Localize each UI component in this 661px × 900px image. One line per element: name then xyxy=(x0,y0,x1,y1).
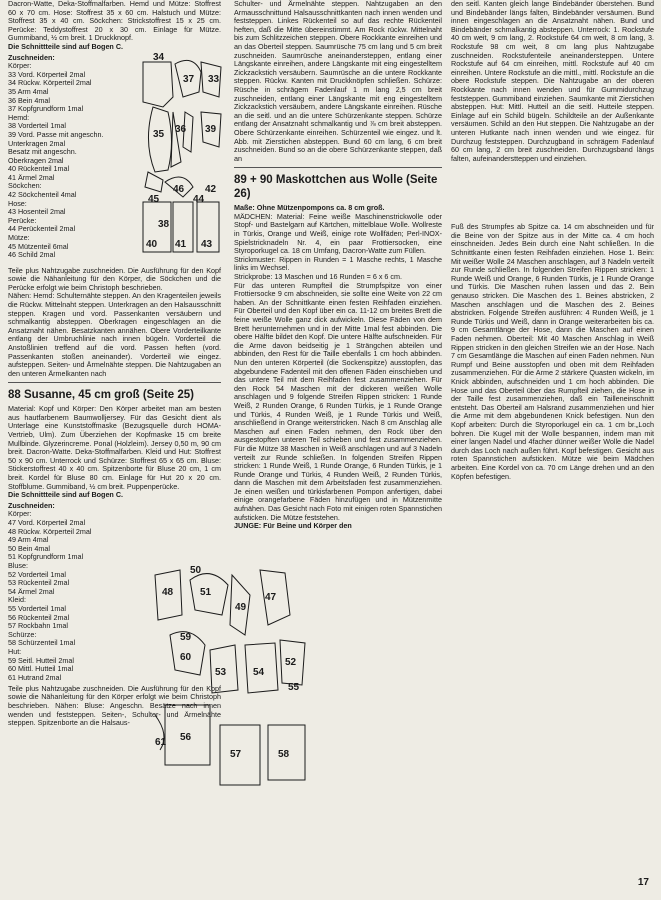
cut-heading-2: Zuschneiden: xyxy=(8,500,55,510)
fig-label-55: 55 xyxy=(288,682,300,693)
fig-label-54: 54 xyxy=(253,667,265,678)
fig-label-39: 39 xyxy=(205,123,217,135)
cut-list-item: 35 Arm 4mal xyxy=(8,86,49,96)
fig-label-53: 53 xyxy=(215,667,227,678)
cut-list-2-item: 47 Vord. Körperteil 2mal xyxy=(8,518,86,527)
fig-label-35: 35 xyxy=(153,128,165,140)
cut-list-item: Hose: xyxy=(8,198,27,208)
fig-label-49: 49 xyxy=(235,602,247,613)
fig-label-34: 34 xyxy=(153,51,165,63)
cut-list-item: Söckchen: xyxy=(8,181,42,191)
cut-list-item: 43 Hosenteil 2mal xyxy=(8,207,66,217)
cut-list-item: 45 Mützenteil 6mal xyxy=(8,241,69,251)
cut-list-2-item: 57 Rockbahn 1mal xyxy=(8,621,68,631)
cut-list-item: 41 Ärmel 2mal xyxy=(8,172,55,182)
pattern-sheet-note-2: Die Schnittteile sind auf Bogen C. xyxy=(8,490,124,500)
pattern-illustration-mid xyxy=(150,565,310,805)
fig-label-56: 56 xyxy=(180,732,192,743)
cut-list-item: Perücke: xyxy=(8,215,37,225)
fig-label-48: 48 xyxy=(162,587,174,598)
cut-list-item: 34 Rückw. Körperteil 2mal xyxy=(8,78,92,88)
cut-list-2-item: 56 Rückenteil 2mal xyxy=(8,612,70,622)
cut-list-2 xyxy=(8,510,108,682)
cut-list-2-item: 54 Ärmel 2mal xyxy=(8,586,55,596)
cut-list-item: Besatz mit angeschn. Oberkragen 2mal xyxy=(8,147,77,165)
strickmuster: Strickmuster: Rippen in Runden = 1 Masche rechts, 1 Masche links im Wechsel. xyxy=(234,254,442,273)
material-text: Material: Kopf und Körper: Den Körper arbeitet man am besten aus hautfarbenem Baumwolljersey. Für das Gesicht dient als Unterlage eine Kunststoffmaske (Bezugsquelle durch HOMA-Vertrieb, Ulm). Zum Überziehen der Kopfmaske 15 cm breite Mullbinde. Glyzerincreme. Ponal (Holzleim). Jersey 0,50 m, 90 cm breit. Dacron-Watte. Deka-Stoffmalfarben. Kleid und Hut: Stoffrest 50 x 90 cm. Unterrock und Schürze: Stoffrest 65 x 65 cm. Bluse: Stickerstoffrest 40 x 40 cm. Spitzenborte für Bluse 20 cm, 1 cm breit. Kordel für Bluse 80 cm. Einlage für Hut 20 x 20 cm. Stoffblume. Gummiband, ½ cm breit. Puppenperücke. xyxy=(8,404,221,491)
fig-label-40: 40 xyxy=(146,238,158,250)
pattern-sheet-note: Die Schnittteile sind auf Bogen C. xyxy=(8,41,124,51)
body-instructions: Für das unteren Rumpfteil die Strumpfspitze von einer Frottiersocke 9 cm abschneiden, sie sollte eine Weite von 22 cm haben. An der Schnittkante einen festen Reihfaden einziehen. Für Oberteil und den Kopf über ein ca. 11-12 cm breites Brett die feine weiße Wolle ganz dick aufwickeln. Diese Fäden von dem Brett herunternehmen und in der Mitte 1mal fest abbinden. Die obere Hälfte bildet den Kopf. Die untere Hälfte aufschneiden. Für die Arme davon beidseitig je 1 Strängchen abteilen und abbinden, den Rest für die Taille ebenfalls 1 cm hoch abbinden. Nun den unteren Körperteil (die Sockenspitze) ausstopfen, das abgebundene Fadenteil mit den offenen Fäden einschieben und das untere Teil mit dem Reihfaden fest zusammenziehen. Für den Rock 54 Maschen mit der dickeren weißen Wolle anschlagen und 9 folgende Streifen Rippen stricken: 1 Runde Weiß, 2 Runden Orange, 6 Runden Türkis, je 1 Runde Orange und Türkis, 4 Runden Weiß, je 1 Runde Türkis und Weiß, anschließend in Orange weiterstricken. Nach 8 cm Anschlag alle Maschen auf einen Faden nehmen, den Rock über den ausgestopften unteren Teil schieben und fest zusammenziehen. Für die Mütze 38 Maschen in Weiß anschlagen und auf 3 Nadeln verteilt zur Runde schließen. In folgenden Streifen Rippen stricken: 1 Runde Weiß, 1 Runde Orange, 6 Runden Türkis, je 1 Runde Orange und Türkis, 4 Runden Weiß, 2 Runden Türkis, dann die Maschen mit dem Arbeitsfaden fest zusammenziehen. Je einen weißen und türkisfarbenen Pompon anfertigen, dabei einige orangefarbene Fäden hinzufügen und in Mützenmitte aufnähen. Das Gesicht nach Foto mit einigen roten Spannstichen aufsticken. Die Mütze feststehen. xyxy=(234,280,442,522)
end-text: Teile plus Nahtzugabe zuschneiden. Die Ausführung für den Kopf sowie die Nähanleitung für den Körper erfolgt wie beim Christoph beschrieben. Nähen: Bluse: Angeschn. Besätze nach innen wenden und feststeppen. Seiten-, Schulter- und Ärmelnähte steppen. Spitzenborte an die Halsaus- xyxy=(8,683,221,728)
cut-list-2-item: 55 Vorderteil 1mal xyxy=(8,603,66,613)
cut-list-2-item: 58 Schürzenteil 1mal xyxy=(8,638,76,648)
fig-label-41: 41 xyxy=(175,238,187,250)
fig-label-59: 59 xyxy=(180,632,192,643)
cut-list-block xyxy=(8,52,221,267)
fig-label-50: 50 xyxy=(190,565,202,576)
cut-list-2-item: 48 Rückw. Körperteil 2mal xyxy=(8,526,92,536)
fig-label-36: 36 xyxy=(175,123,187,135)
cut-list-2-item: 52 Vorderteil 1mal xyxy=(8,569,66,579)
cut-list-item: Körper: xyxy=(8,61,32,71)
column-right xyxy=(451,0,654,481)
maedchen-material: MÄDCHEN: Material: Feine weiße Maschinenstrickwolle oder Stopf- und Bastelgarn auf Kärtchen, mittelblaue Wolle. Wollreste in Türkis, Orange und Weiß, einige rote Wollfäden; Perl-INOX-Spielstricknadeln Nr. 4, ein paar Frottiersocken, eine Styroporkugel ca. 18 cm Umfang, Dacron-Watte zum Füllen. xyxy=(234,211,442,256)
cut-list-2-item: 60 Mittl. Hutteil 1mal xyxy=(8,664,74,674)
cut-list-2-item: 51 Kopfgrundform 1mal xyxy=(8,552,84,562)
fig-label-61: 61 xyxy=(155,737,167,748)
cut-list-2-item: 50 Bein 4mal xyxy=(8,543,50,553)
fig-label-42: 42 xyxy=(205,183,217,195)
cut-list-item: Hemd: xyxy=(8,112,30,122)
cut-list-item: 44 Perückenteil 2mal xyxy=(8,224,76,234)
column-middle xyxy=(234,0,442,531)
pattern-illustration-top xyxy=(113,52,223,267)
cut-list-2-item: 61 Hutrand 2mal xyxy=(8,672,62,682)
cut-list-2-item: 53 Rückenteil 2mal xyxy=(8,578,70,588)
cut-list-2-item: 49 Arm 4mal xyxy=(8,535,49,545)
middle-top-text: Schulter- und Ärmelnähte steppen. Nahtzugaben an den Armausschnittund Halsausschnittkanten nach innen wenden und feststeppen. Linkes Rückenteil so auf das rechte Rückenteil heften, daß die Mitte übereinstimmt. Am Rock rückw. Mittelnaht bis zum Schlitzzeichen steppen. Obere Rockkante einreihen und an das Oberteil steppen. Saumrüsche 75 cm lang und 5 cm breit zuschneiden. Saumrüsche aneinandersteppen, entlang einer Längskante einreihen, andere Längskante mit eing eingestelltem Zickzackstich versäubern. Saumrüsche an die untere Rockkante steppen. Rückw. Kanten mit Druckknöpfen schließen. Schürze: Rüsche in schrägem Fadenlauf 1 m lang 2,5 cm breit zuschneiden, entlang einer Längskante mit eng eingestelltem Zickzackstich versäubern, andere Längskante einreihen. Rüsche an die seitl. und an die untere Schürzenkante steppen. Schürze entlang der Ansatznaht schmalkantig und ⅞ cm breit absteppen. Obere Schürzenkante einreihen. Schürzenteil wie eingez. und lt. Abb. mit Zierstichen absteppen. Bund 60 cm lang, 6 cm breit zuschneiden. Bund so an die obere Schürzenkante steppen, daß an xyxy=(234,0,442,163)
cut-list-item: Mütze: xyxy=(8,233,30,243)
junge-intro: JUNGE: Für Beine und Körper den xyxy=(234,521,352,531)
strickprobe: Strickprobe: 13 Maschen und 16 Runden = 6 x 6 cm. xyxy=(234,272,403,282)
page-number: 17 xyxy=(637,877,649,888)
cut-list-2-item: Bluse: xyxy=(8,560,28,570)
right-top-text: den seitl. Kanten gleich lange Bindebänder überstehen. Bund und Bindebänder längs falten, Bindebänder versäumen. Bund innen eingeschlagen an die Ansatznaht nähen. Bund und Bindebänder schmalkantig absteppen. Unterrock: 1. Rockstufe 40 cm weit, 9 cm lang, 2. Rockstufe 64 cm weit, 8 cm lang, 3. Rockstufe 98 cm weit, 8 cm lang plus Nahtzugabe zuschneiden. Rockstufenteile aneinandersteppen. Untere Rockstufe auf 64 cm einreihen, mittl. Rockstufe auf 40 cm einreihen. Untere Rockstufe an die mittl., mittl. Rockstufe an die obere Rockstufe steppen. Die Nahtzugabe an der oberen Rockkante nach innen wenden und für Gummidurchzug feststeppen. Gummiband einziehen. Saumkante mit Zierstichen absteppen. Hut: Mittl. Hutteil an die seitl. Hutteile steppen. Einlage auf ein Schild bügeln. Schildteile an der Außenkante versäumen. Schild an den Hut steppen. Die Nahtzugabe an der unteren Hutkante nach innen wenden und wie eingez. für Durchzug feststeppen. Durchzugband in schrägem Fadenlauf 60 cm lang, 2 cm breit zuschneiden. Durchzugsband längs falten, aufeinanderstteppen und einziehen. xyxy=(451,0,654,163)
fig-label-38: 38 xyxy=(158,218,170,230)
cut-list-2-item: Hut: xyxy=(8,646,22,656)
hemd-instructions: Nähen: Hemd: Schulternähte steppen. An den Kragenteilen jeweils die Rückw. Mittelnaht steppen. Unterkragen an den Halsausschnitt steppen. Kragen und vord. Passenkanten versäubern und schmalkantig absteppen. Oberkragen eingeschlagen an die Ansatznaht nähen. Besatzkanten annähen. Obere Vorderteilkante entlang der Umbruchlinie nach innen bügeln. Vorderteil die Anstoßlinien treffend auf die vord. Passen heften (vord. Passenkanten stoßen aneinander). Vorderteil wie eingez. aufsteppen. Seiten- und Ärmelnähte steppen. Die Nahtzugaben an den unteren Ärmelkanten nach xyxy=(8,291,221,378)
fig-label-37: 37 xyxy=(183,73,195,85)
fig-label-44: 44 xyxy=(193,193,205,205)
cut-list-item: 36 Bein 4mal xyxy=(8,95,50,105)
fig-label-57: 57 xyxy=(230,749,242,760)
intro-text: Dacron-Watte, Deka-Stoffmalfarben. Hemd und Mütze: Stoffrest 60 x 70 cm. Hose: Stoffrest 35 x 60 cm. Halstuch und Mütze: Stoffrest 35 x 40 cm. Söckchen: Strickstoffrest 15 x 25 cm. Perücke: Teddystoffrest 20 x 30 cm. Einlage für Mütze. Gummiband, ½ cm breit. 1 Druckknopf. xyxy=(8,0,221,43)
masse-text: Maße: Ohne Mützenpompons ca. 8 cm groß. xyxy=(234,203,385,213)
cut-heading: Zuschneiden: xyxy=(8,52,55,62)
fig-label-51: 51 xyxy=(200,587,212,598)
fig-label-52: 52 xyxy=(285,657,297,668)
cut-list-2-item: 59 Seitl. Hutteil 2mal xyxy=(8,655,74,665)
section-heading-88: 88 Susanne, 45 cm groß (Seite 25) xyxy=(8,389,194,402)
cut-list-item: 42 Söckchenteil 4mal xyxy=(8,190,77,200)
cut-list-item: 40 Rückenteil 1mal xyxy=(8,164,70,174)
sewing-note: Teile plus Nahtzugabe zuschneiden. Die Ausführung für den Kopf sowie die Nähanleitung für den Körper, die Söckchen und die Perücke erfolgt wie beim Christoph beschrieben. xyxy=(8,265,221,292)
right-bottom-text: Fuß des Strumpfes ab Spitze ca. 14 cm abschneiden und für die Beine von der Spitze aus in der Mitte ca. 4 cm hoch einschneiden. Jedes Bein durch eine Naht schließen. In die Schnittkante einen festen Reihfaden einziehen. Hose 1. Bein: Mit weißer Wolle 24 Maschen anschlagen, auf 3 Nadeln verteilt zur Runde schließen. In folgenden Streifen Rippen stricken: 1 Runde Weiß und Orange, 6 Runden Türkis, je 1 Runde Orange und Türkis. Die Maschen ruhen lassen und das 2. Bein genauso stricken. Die Maschen des 1. Beines abstricken, 2 Maschen anschlagen und die Maschen des 2. Beines abstricken. Folgende Streifen ausführen: 4 Runden Weiß, je 1 Runde Türkis und Weiß, dann in Orange weiterarbeiten bis ca. 9 cm Gesamtlänge der Hose, dann die Maschen auf einen Faden nehmen. Oberteil: Mit 40 Maschen Anschlag in Weiß Rippen stricken in den gleichen Streifen wie an der Hose. Nach 7 cm Gesamtlänge die Maschen auf einen Faden nehmen. Nun Rumpf und Beine ausstopfen und oben mit dem Reihfaden zusammenziehen. Für die Arme 2 stärkere Quasten wickeln, im Knick abbinden, aufschneiden und 1 cm hoch abbinden. Die Hose und das Oberteil über das Rumpfteil ziehen, die Hose in der Taille fest zusammenziehen, daß ein Tailleneinschnitt entsteht. Das Oberteil am Halsrand zusammenziehen und hier die Arme mit dem abgebundenen Knick befestigen. Nun den Kopf arbeiten: Durch die Styroporkugel ein ca. 1 cm br.„Loch bohren. Die Kugel mit der Wolle bespannen, indem man mit einer langen Nadel und 4facher dünner weißer Wolle die Nadel durch das Loch nach außen führt. Kopf befestigen. Gesicht aus roten Spannstichen aufsticken. Mütze wie beim Mädchen arbeiten. Eine Kordel von ca. 70 cm Länge drehen und an den Köpfen befestigen. xyxy=(451,222,654,481)
cut-list-item: 46 Schild 2mal xyxy=(8,250,56,260)
fig-label-58: 58 xyxy=(278,749,290,760)
fig-label-47: 47 xyxy=(265,592,277,603)
fig-label-33: 33 xyxy=(208,73,220,85)
cut-list-2-item: Körper: xyxy=(8,509,32,519)
cut-list-item: 33 Vord. Körperteil 2mal xyxy=(8,69,86,79)
cut-list-item: 39 Vord. Passe mit angeschn. Unterkragen 2mal xyxy=(8,129,104,148)
cut-list-item: 38 Vorderteil 1mal xyxy=(8,121,66,131)
fig-label-43: 43 xyxy=(201,238,213,250)
cut-list xyxy=(8,62,108,260)
fig-label-46: 46 xyxy=(173,183,185,195)
cut-list-item: 37 Kopfgrundform 1mal xyxy=(8,104,84,114)
cut-list-2-item: Schürze: xyxy=(8,629,37,639)
fig-label-60: 60 xyxy=(180,652,192,663)
cut-list-2-item: Kleid: xyxy=(8,595,26,605)
fig-label-45: 45 xyxy=(148,193,160,205)
section-heading-89-90: 89 + 90 Maskottchen aus Wolle (Seite 26) xyxy=(234,174,438,201)
